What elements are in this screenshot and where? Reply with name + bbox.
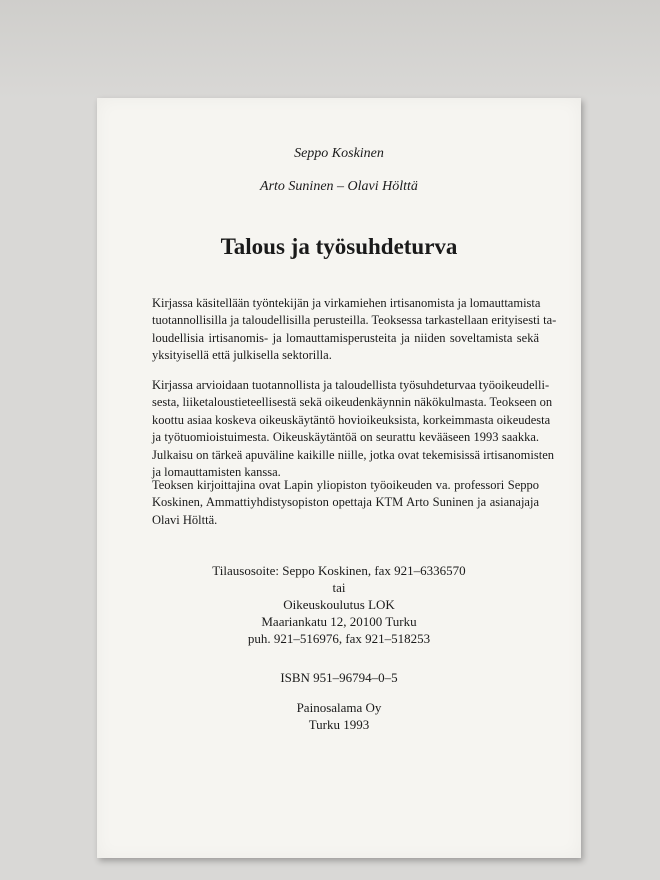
background-shadow <box>0 0 660 100</box>
paragraph-line: koottu asiaa koskeva oikeuskäytäntö hovioikeuksista, korkeimmasta oikeudesta <box>152 412 551 427</box>
paragraph-line: yksityisellä että julkisella sektorilla. <box>152 348 332 363</box>
paragraph-3 <box>152 477 539 529</box>
order-street-line: Maariankatu 12, 20100 Turku <box>261 614 417 629</box>
paragraph-line: Teoksen kirjoittajina ovat Lapin yliopiston työoikeuden va. professori Seppo <box>152 478 539 492</box>
order-organization-line: Oikeuskoulutus LOK <box>283 597 395 612</box>
paragraph-line: Julkaisu on tärkeä apuväline kaikille niille, jotka ovat tekemisissä irtisanomisten <box>152 447 554 462</box>
order-or-line: tai <box>332 580 346 595</box>
paragraph-line: loudellisia irtisanomis- ja lomauttamisperusteita ja niiden soveltamista sekä <box>152 330 539 345</box>
book-title: Talous ja työsuhdeturva <box>220 234 458 259</box>
author-primary: Seppo Koskinen <box>294 146 384 161</box>
authors-secondary: Arto Suninen – Olavi Hölttä <box>260 179 418 194</box>
paragraph-line: Olavi Hölttä. <box>152 512 218 527</box>
paragraph-line: Kirjassa arvioidaan tuotannollista ja taloudellista työsuhdeturvaa työoikeudelli- <box>152 378 550 392</box>
paragraph-line: Koskinen, Ammattiyhdistysopiston opettaja KTM Arto Suninen ja asianajaja <box>152 495 539 510</box>
order-phone-line: puh. 921–516976, fax 921–518253 <box>247 631 431 646</box>
paragraph-1 <box>152 295 557 365</box>
paragraph-line: ja työtuomioistuimesta. Oikeuskäytäntöä on seurattu kevääseen 1993 saakka. <box>152 430 539 445</box>
paragraph-line: sesta, liiketaloustieteellisestä sekä oikeudenkäynnin näkökulmasta. Teokseen on <box>152 395 553 410</box>
paragraph-2 <box>152 377 554 481</box>
publisher-place-year: Turku 1993 <box>308 717 370 732</box>
paragraph-line: Kirjassa käsitellään työntekijän ja virkamiehen irtisanomista ja lomauttamista <box>152 296 541 310</box>
isbn: ISBN 951–96794–0–5 <box>280 670 398 685</box>
order-address-line: Tilausosoite: Seppo Koskinen, fax 921–6336570 <box>212 563 466 578</box>
publisher-name: Painosalama Oy <box>296 700 382 715</box>
book-back-cover <box>97 98 581 858</box>
paragraph-line: tuotannollisilla ja taloudellisilla perusteilla. Teoksessa tarkastellaan erityisesti ta- <box>152 313 557 328</box>
paragraph-line: ja lomauttamisten kanssa. <box>152 465 281 480</box>
